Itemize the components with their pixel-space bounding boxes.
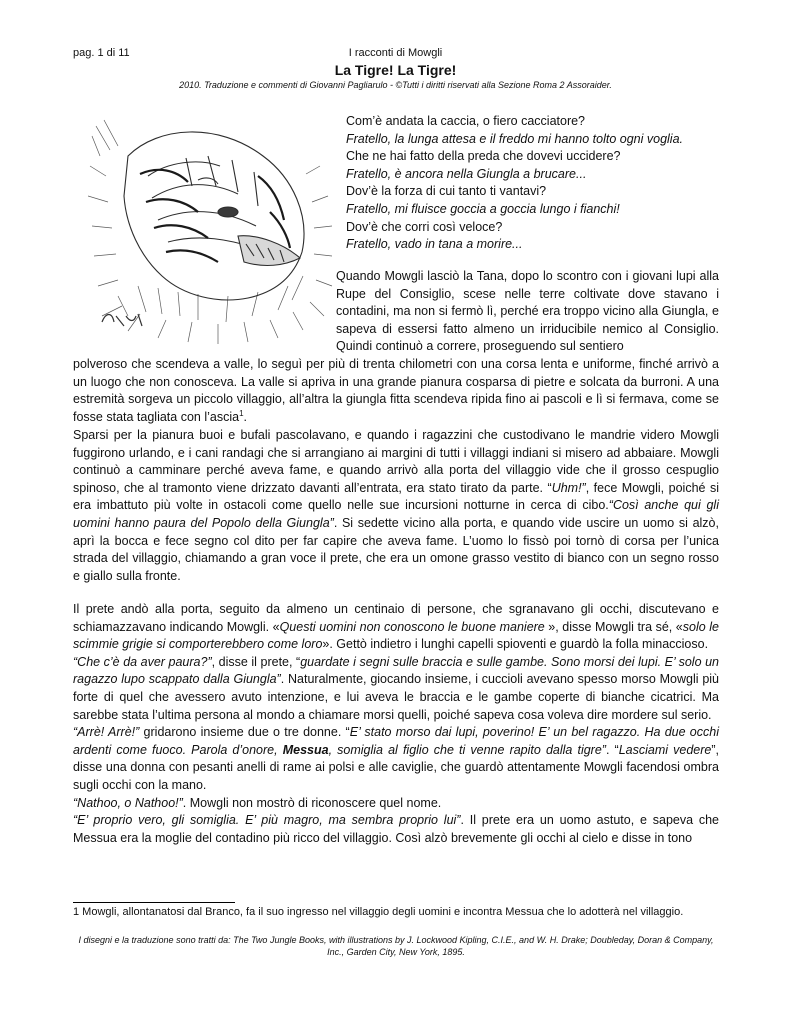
text-run: , disse il prete, “ [211,654,301,669]
text-run: “Così anche qui gli uomini hanno paura del Popolo della Giungla” [73,498,719,530]
text-run: guardate i segni sulle braccia e sulle gambe. Sono morsi dei lupi. E’ solo un ragazzo lupo scappato dalla Giungla” [73,654,719,687]
text-run: Messua [282,742,329,757]
tiger-head-drawing-icon [88,116,334,348]
text-run: . Il prete era un uomo astuto, e sapeva che Messua era la moglie del contadino più ricco del villaggio. Così alzò brevemente gli occhi al cielo e disse in tono [73,813,719,845]
footnote-number: 1 [73,906,80,918]
paragraph-1-text: polveroso che scendeva a valle, lo seguì per più di trenta chilometri con una corsa lenta e uniforme, finché arrivò a un luogo che non conosceva. La valle si apriva in una grande pianura cosparsa di pietre e solcata da burroni. A una estremità sorgeva un piccolo villaggio, all’altra la giungla fitta scendeva ripida fino ai pascoli e lì si fermava, come se fosse stata tagliata con l’ascia [73,357,719,424]
translation-credit: 2010. Traduzione e commenti di Giovanni Pagliarulo - ©Tutti i diritti riservati alla Sezione Roma 2 Assoraider. [179,80,612,90]
text-run: Uhm!” [551,480,586,495]
paragraph-block [73,601,719,654]
paragraph-1 [73,356,719,426]
paragraph-3 [73,601,719,847]
text-run: “E’ proprio vero, gli somiglia. E’ più magro, ma sembra proprio lui” [73,813,461,828]
footnote-text: Mowgli, allontanatosi dal Branco, fa il suo ingresso nel villaggio degli uomini e incontra Messua che lo adotterà nel villaggio. [79,906,684,918]
footnote-reference: 1 [239,408,244,418]
poem-line: Fratello, vado in tana a morire... [346,237,523,252]
collection-title: I racconti di Mowgli [348,47,443,59]
paragraph-block [73,795,719,813]
text-run: ”, disse una donna con pesanti anelli di rame ai polsi e alle caviglie, che guardò attentamente Mowgli facendosi ombra sugli occhi con la mano. [73,742,719,792]
text-run: Il prete andò alla porta, seguito da almeno un centinaio di persone, che sgranavano gli occhi, discutevano e schiamazzavano indicando Mowgli. « [73,602,719,634]
illustration-credit: I disegni e la traduzione sono tratti da: The Two Jungle Books, with illustrations by J. Lockwood Kipling, C.I.E., and W. H. Drake; Doubleday, Doran & Company, Inc., Garden City, New York, 1895. [78,935,714,957]
page-number: pag. 1 di 11 [73,47,130,59]
text-run: solo le scimmie grigie si comporterebbero come loro [73,619,719,652]
paragraph-intro-wrapped: Quando Mowgli lasciò la Tana, dopo lo scontro con i giovani lupi alla Rupe del Consiglio, scese nelle terre coltivate dove stavano i contadini, ma non si fermò lì, perché era troppo vicino alla Giungla, e sapeva di essersi fatto almeno un irriducibile nemico al Consiglio. Quindi continuò a correre, proseguendo sul sentiero [336,269,719,354]
footnote [73,906,713,919]
text-run: , somiglia al figlio che ti venne rapito dalla tigre” [328,742,606,757]
paragraph-block [73,812,719,847]
text-run: », disse Mowgli tra sé, « [544,619,683,634]
poem-line: Fratello, la lunga attesa e il freddo mi hanno tolto ogni voglia. [346,131,684,146]
footnote-divider [73,902,235,903]
text-run: gridarono insieme due o tre donne. “ [139,725,350,740]
text-run: Lasciami vedere [618,742,712,757]
poem-line: Com’è andata la caccia, o fiero cacciatore? [346,114,586,128]
text-run: “Nathoo, o Nathoo!” [73,795,183,810]
text-run: , fece Mowgli, poiché si era imbattuto più volte in ostacoli come quello nelle sue incursioni notturne in cerca di cibo. [73,480,719,513]
epigraph-poem [346,113,726,254]
text-run: . Naturalmente, giocando insieme, i cuccioli avevano spesso morso Mowgli più forte di quel che avessero avuto intenzione, e lui aveva le braccia e le gambe coperte di bianche cicatrici. Ma sarebbe stata l’ultima persona al mondo a chiamare morsi quelli, poiché sapeva cosa voleva dire mordere sul serio. [73,672,720,722]
text-run: . Si sedette vicino alla porta, e quando vide uscire un uomo si alzò, aprì la bocca e fece segno col dito per far capire che aveva fame. L’uomo lo fissò poi tornò di corsa per l’unica strada del villaggio, chiamando a gran voce il prete, che era un omone grasso vestito di bianco con un segno rosso e giallo sulla fronte. [73,515,719,583]
story-title: La Tigre! La Tigre! [334,62,457,78]
paragraph-block [73,654,719,724]
poem-line: Che ne hai fatto della preda che dovevi uccidere? [346,149,621,164]
text-run: Sparsi per la pianura buoi e bufali pascolavano, e quando i ragazzini che custodivano le mandrie videro Mowgli fuggirono urlando, e i cani randagi che si arrangiano ai margini di tutti i villaggi indiani si misero ad abbaiare. Mowgli continuò a camminare perché aveva fame, e quando arrivò alla porta del villaggio vide che il grosso cespuglio spinoso, che al tramonto viene drizzato davanti all’entrata, era stato tirato da parte. “ [73,428,719,495]
paragraph-1-end: . [243,409,248,424]
poem-line: Fratello, è ancora nella Giungla a brucare... [346,166,587,181]
text-run: “Arrè! Arrè!” [73,725,140,740]
poem-line: Fratello, mi fluisce goccia a goccia lungo i fianchi! [346,201,620,216]
poem-line: Dov’è la forza di cui tanto ti vantavi? [346,184,547,199]
text-run: . Mowgli non mostrò di riconoscere quel nome. [182,795,442,810]
text-run: ». Gettò indietro i lunghi capelli spioventi e guardò la folla minaccioso. [322,637,709,652]
text-run: E’ stato morso dai lupi, poverino! E’ un bel ragazzo. Ha due occhi ardenti come fuoco. Parola d’onore, [73,725,719,757]
paragraph-block [73,724,719,794]
poem-line: Dov’è che corri così veloce? [346,219,503,234]
paragraph-2 [73,427,719,585]
text-run: . “ [605,742,619,757]
text-run: Questi uomini non conoscono le buone maniere [279,619,545,634]
text-run: “Che c’è da aver paura?” [73,654,212,669]
